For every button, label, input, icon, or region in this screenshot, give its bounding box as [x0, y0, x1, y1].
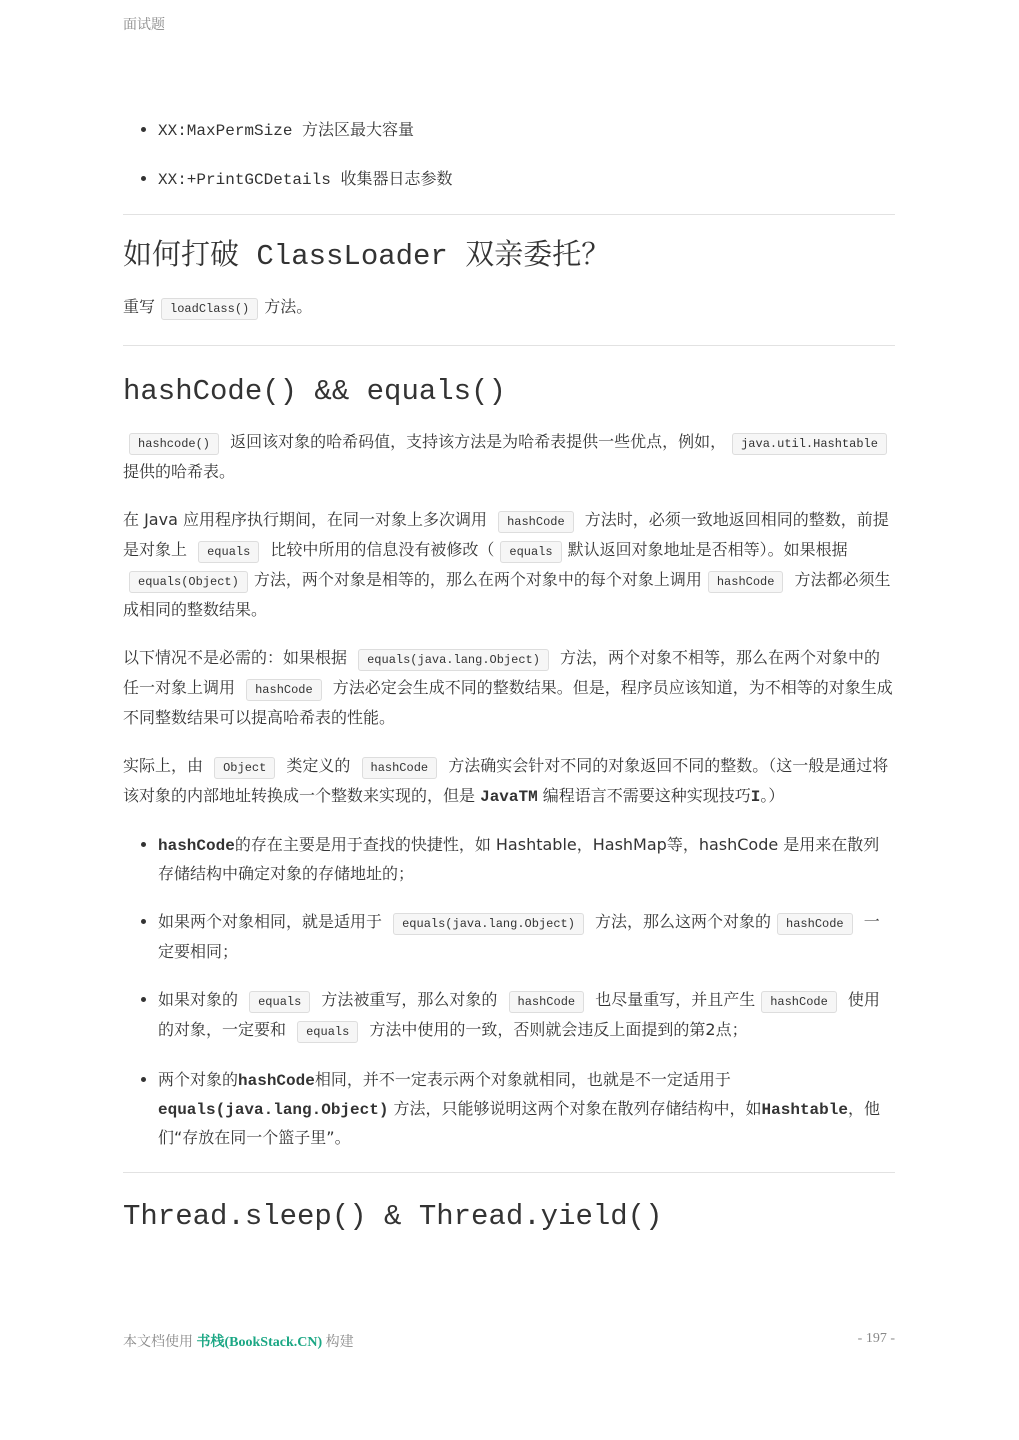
divider — [123, 214, 895, 215]
text: 方法时，必须一致地返回相同的整数，前提是对象上 — [123, 510, 889, 559]
page-header-title: 面试题 — [123, 17, 165, 33]
list-item — [158, 1066, 895, 1152]
inline-code: java.util.Hashtable — [732, 433, 887, 455]
heading-hashcode-equals: hashCode() && equals() — [123, 375, 506, 408]
bold-text: Hashtable — [761, 1101, 848, 1119]
list-item — [158, 116, 895, 145]
inline-code: equals — [297, 1021, 358, 1043]
text: XX:+PrintGCDetails — [158, 171, 341, 189]
jvm-params-list — [123, 116, 895, 194]
bold-text: JavaTM — [480, 788, 538, 806]
text: 方法，只能够说明这两个对象在散列存储结构中，如 — [388, 1099, 762, 1118]
text: 类定义的 — [281, 756, 356, 775]
bold-text: equals(java.lang.Object) — [158, 1101, 389, 1119]
text: 方法，两个对象是相等的，那么在两个对象中的每个对象上调用 — [253, 570, 702, 589]
text: 方法。 — [264, 297, 313, 316]
text: 方法，两个对象不相等，那么在两个对象中的任一对象上调用 — [123, 648, 881, 697]
text: 方法被重写，那么对象的 — [316, 990, 503, 1009]
text: 编程语言不需要这种实现技巧 — [537, 786, 751, 805]
text: 重写 — [123, 297, 156, 316]
text: 一定要相同； — [158, 912, 880, 961]
paragraph — [123, 752, 895, 811]
inline-code: loadClass() — [161, 298, 258, 320]
hashcode-paragraphs — [123, 428, 895, 811]
paragraph-classloader — [123, 293, 895, 323]
text: ，他们“存放在同一个篮子里”。 — [158, 1099, 880, 1147]
inline-code: equals(java.lang.Object) — [358, 649, 549, 671]
text: 如果两个对象相同，就是适用于 — [158, 912, 388, 931]
page-footer — [123, 1331, 895, 1351]
text: 收集器日志参数 — [340, 169, 453, 188]
text: 两个对象的 — [158, 1070, 239, 1089]
hashcode-notes-list — [123, 831, 895, 1152]
footer-prefix: 本文档使用 — [123, 1335, 197, 1350]
bold-text: I — [750, 788, 761, 806]
text: 。） — [760, 786, 785, 805]
inline-code: hashCode — [498, 511, 574, 533]
page-number: - 197 - — [857, 1331, 895, 1346]
footer-suffix: 构建 — [322, 1335, 354, 1350]
text: 比较中所用的信息没有被修改（ — [265, 540, 495, 559]
text: 使用的对象，一定要和 — [158, 990, 880, 1039]
text: 返回该对象的哈希码值，支持该方法是为哈希表提供一些优点，例如， — [225, 432, 727, 451]
inline-code: hashcode() — [129, 433, 219, 455]
text: 实际上，由 — [123, 756, 209, 775]
inline-code: equals — [500, 541, 561, 563]
text: 方法，那么这两个对象的 — [589, 912, 772, 931]
paragraph — [123, 506, 895, 624]
list-item — [158, 831, 895, 888]
list-item — [158, 165, 895, 194]
inline-code: hashCode — [708, 571, 784, 593]
text: 的存在主要是用于查找的快捷性，如 Hashtable，HashMap等，hashCode 是用来在散列存储结构中确定对象的存储地址的； — [158, 835, 880, 883]
inline-code: hashCode — [777, 913, 853, 935]
document-body — [123, 116, 895, 1231]
inline-code: hashCode — [246, 679, 322, 701]
divider — [123, 1172, 895, 1173]
bold-text: hashCode — [158, 837, 235, 855]
paragraph — [123, 428, 895, 486]
text: 在 Java 应用程序执行期间，在同一对象上多次调用 — [123, 510, 493, 529]
divider — [123, 345, 895, 346]
bookstack-link[interactable]: 书栈(BookStack.CN) — [196, 1335, 323, 1350]
text: XX:MaxPermSize — [158, 122, 303, 140]
list-item — [158, 908, 895, 966]
inline-code: hashCode — [761, 991, 837, 1013]
inline-code: hashCode — [509, 991, 585, 1013]
text: 方法中使用的一致，否则就会违反上面提到的第2点； — [364, 1020, 748, 1039]
text: 方法必定会生成不同的整数结果。但是，程序员应该知道，为不相等的对象生成不同整数结果可以提高哈希表的性能。 — [123, 678, 893, 727]
text: 相同，并不一定表示两个对象就相同，也就是不一定适用于 — [314, 1070, 731, 1089]
text: 方法区最大容量 — [302, 120, 415, 139]
paragraph — [123, 644, 895, 732]
text: 如果对象的 — [158, 990, 244, 1009]
text: 方法确实会针对不同的对象返回不同的整数。（这一般是通过将该对象的内部地址转换成一个整数来实现的，但是 — [123, 756, 889, 805]
heading-thread-sleep-yield: Thread.sleep() & Thread.yield() — [123, 1200, 663, 1233]
heading-classloader: 如何打破 ClassLoader 双亲委托？ — [123, 240, 611, 273]
text: 方法都必须生成相同的整数结果。 — [123, 570, 891, 619]
bold-text: hashCode — [238, 1072, 315, 1090]
inline-code: equals(java.lang.Object) — [393, 913, 584, 935]
inline-code: equals(Object) — [129, 571, 248, 593]
inline-code: Object — [214, 757, 275, 779]
list-item — [158, 986, 895, 1046]
text: 默认返回对象地址是否相等）。如果根据 — [567, 540, 848, 559]
inline-code: equals — [198, 541, 259, 563]
inline-code: hashCode — [362, 757, 438, 779]
inline-code: equals — [249, 991, 310, 1013]
text: 也尽量重写，并且产生 — [590, 990, 756, 1009]
text: 提供的哈希表。 — [123, 462, 236, 481]
text: 以下情况不是必需的：如果根据 — [123, 648, 353, 667]
